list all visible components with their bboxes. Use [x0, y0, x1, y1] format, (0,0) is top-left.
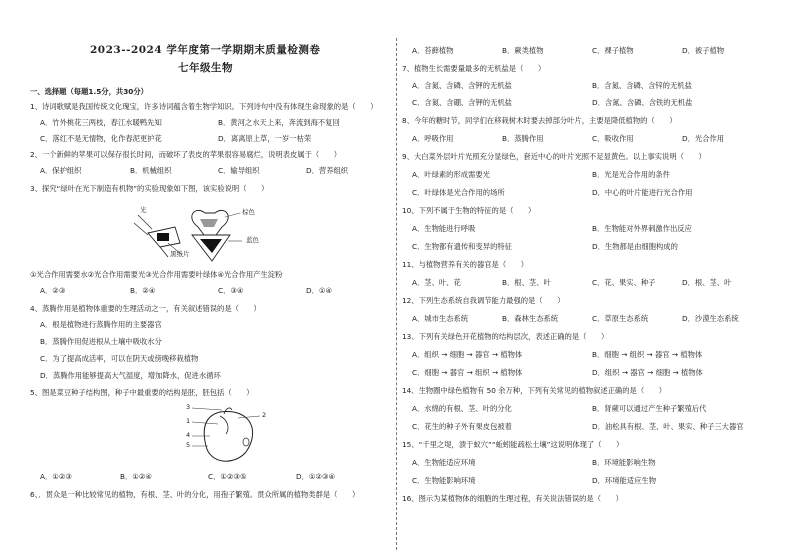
question-15-option-d[interactable]: D．环境能适应生物 — [592, 476, 656, 485]
question-12-stem: 12、下列生态系统自我调节能力最强的是（ ） — [402, 296, 565, 305]
question-12-option-a[interactable]: A．城市生态系统 — [412, 314, 469, 323]
right-column — [402, 0, 782, 550]
question-9-option-a[interactable]: A．叶绿素的形成需要光 — [412, 170, 490, 179]
question-5-option-b[interactable]: B．①②④ — [120, 472, 152, 481]
question-14-option-d[interactable]: D．油松具有根、茎、叶、果实、种子三大器官 — [592, 422, 744, 431]
question-15-option-c[interactable]: C．生物能影响环境 — [412, 476, 476, 485]
question-4-option-d[interactable]: D．蒸腾作用能够提高大气湿度，增加降水，促进水循环 — [40, 371, 221, 380]
question-14-option-c[interactable]: C．花生的种子外有果皮包被着 — [412, 422, 512, 431]
question-10-stem: 10、下列不属于生物的特征的是（ ） — [402, 206, 536, 215]
question-6-option-c[interactable]: C．裸子植物 — [592, 46, 634, 55]
question-8-option-d[interactable]: D．光合作用 — [682, 134, 725, 143]
leaf-experiment-figure — [130, 205, 280, 265]
question-2-option-d[interactable]: D．营养组织 — [306, 166, 349, 175]
question-2-option-b[interactable]: B．机械组织 — [130, 166, 172, 175]
question-4-option-b[interactable]: B．蒸腾作用促进根从土壤中吸收水分 — [40, 337, 162, 346]
question-14-option-b[interactable]: B．肾蕨可以通过产生种子繁殖后代 — [592, 404, 707, 413]
question-13-option-d[interactable]: D．组织 → 器官 → 细胞 → 植物体 — [592, 368, 703, 377]
figure-label-blue: 蓝色 — [246, 236, 259, 244]
bean-seed-figure — [180, 402, 280, 466]
figure-label-brown: 棕色 — [242, 208, 255, 216]
column-divider — [396, 38, 397, 550]
question-14-option-a[interactable]: A．水绵的有根、茎、叶的分化 — [412, 404, 512, 413]
question-1-option-a[interactable]: A．竹外桃花三两枝，春江水暖鸭先知 — [40, 118, 162, 127]
question-11-option-b[interactable]: B．根、茎、叶 — [502, 278, 551, 287]
seed-label-1: 1 — [186, 417, 191, 425]
seed-label-3: 3 — [186, 403, 191, 411]
question-1-stem: 1、诗词歌赋是我国传统文化瑰宝，许多诗词蕴含着生物学知识。下列诗句中没有体现生命现象的是（ ） — [30, 102, 378, 111]
left-column — [30, 0, 392, 550]
question-4-option-a[interactable]: A．根是植物进行蒸腾作用的主要器官 — [40, 320, 162, 329]
question-7-option-c[interactable]: C．含氮、含硼、含钾的无机盐 — [412, 98, 512, 107]
question-11-option-a[interactable]: A．茎、叶、花 — [412, 278, 461, 287]
question-1-option-d[interactable]: D．离离原上草，一岁一枯荣 — [218, 134, 312, 143]
question-3-statements: ①光合作用需要水②光合作用需要光③光合作用需要叶绿体④光合作用产生淀粉 — [30, 270, 283, 279]
question-11-stem: 11、与植物营养有关的器官是（ ） — [402, 260, 529, 269]
question-8-option-a[interactable]: A．呼吸作用 — [412, 134, 454, 143]
seed-label-4: 4 — [186, 431, 191, 439]
question-12-option-d[interactable]: D．沙漠生态系统 — [682, 314, 739, 323]
question-6-option-d[interactable]: D．被子植物 — [682, 46, 725, 55]
question-1-option-b[interactable]: B．黄河之水天上来，奔流到海不复回 — [218, 118, 340, 127]
question-6-option-a[interactable]: A．苔藓植物 — [412, 46, 454, 55]
question-12-option-b[interactable]: B．森林生态系统 — [502, 314, 559, 323]
question-4-stem: 4、蒸腾作用是植物体重要的生理活动之一，有关叙述错误的是（ ） — [30, 304, 261, 313]
exam-title: 2023--2024 学年度第一学期期末质量检测卷 — [90, 44, 321, 56]
question-7-option-b[interactable]: B．含氮、含磷、含锌的无机盐 — [592, 81, 692, 90]
seed-label-2: 2 — [262, 411, 267, 419]
question-8-option-c[interactable]: C．吸收作用 — [592, 134, 634, 143]
question-6-option-b[interactable]: B．蕨类植物 — [502, 46, 544, 55]
question-6-stem: 6、．贯众是一种比较常见的植物，有根、茎、叶的分化，用孢子繁殖。贯众所属的植物类群是（ ） — [30, 490, 360, 499]
question-5-option-a[interactable]: A．①②③ — [40, 472, 72, 481]
question-9-option-d[interactable]: D．中心的叶片能进行光合作用 — [592, 188, 693, 197]
question-1-option-c[interactable]: C．落红不是无情物，化作春泥更护花 — [40, 134, 162, 143]
question-5-stem: 5、图是菜豆种子结构图，种子中最重要的结构是胚，胚包括（ ） — [30, 388, 254, 397]
seed-label-5: 5 — [186, 441, 191, 449]
question-3-option-a[interactable]: A．②③ — [40, 286, 66, 295]
question-9-option-c[interactable]: C．叶绿体是光合作用的场所 — [412, 188, 505, 197]
question-10-option-d[interactable]: D．生物都是由细胞构成的 — [592, 242, 678, 251]
question-3-option-b[interactable]: B．②④ — [130, 286, 156, 295]
question-3-option-d[interactable]: D．①④ — [306, 286, 332, 295]
question-15-option-a[interactable]: A．生物能适应环境 — [412, 458, 476, 467]
question-9-stem: 9、大白菜外层叶片光照充分显绿色，套近中心的叶片光照不足显黄色。以上事实说明（ ） — [402, 152, 706, 161]
question-13-option-a[interactable]: A．组织 → 细胞 → 器官 → 植物体 — [412, 350, 523, 359]
question-14-stem: 14、生物圈中绿色植物有 50 余万种，下列有关常见的植物叙述正确的是（ ） — [402, 386, 667, 395]
question-5-option-d[interactable]: D．①②③④ — [296, 472, 336, 481]
question-11-option-c[interactable]: C．花、果实、种子 — [592, 278, 656, 287]
question-12-option-c[interactable]: C．草原生态系统 — [592, 314, 649, 323]
question-8-option-b[interactable]: B．蒸腾作用 — [502, 134, 544, 143]
figure-label-light: 光 — [140, 206, 147, 214]
question-3-stem: 3、探究“绿叶在光下制造有机物”的实验现象如下图，该实验说明（ ） — [30, 184, 269, 193]
question-9-option-b[interactable]: B．光是光合作用的条件 — [592, 170, 670, 179]
figure-label-paper: 黑纸片 — [170, 250, 190, 258]
question-16-stem: 16、图示为某植物体的细胞的生理过程，有关说法错误的是（ ） — [402, 494, 623, 503]
question-5-option-c[interactable]: C．①②③⑤ — [208, 472, 247, 481]
question-2-option-c[interactable]: C．输导组织 — [218, 166, 260, 175]
question-15-option-b[interactable]: B．环境能影响生物 — [592, 458, 656, 467]
question-3-option-c[interactable]: C．③④ — [218, 286, 244, 295]
question-10-option-c[interactable]: C．生物都有遗传和变异的特征 — [412, 242, 512, 251]
question-13-stem: 13、下列有关绿色开花植物的结构层次，表述正确的是（ ） — [402, 332, 609, 341]
question-10-option-b[interactable]: B．生物能对外界刺激作出反应 — [592, 224, 692, 233]
question-8-stem: 8、今年的糖时节，同学们在移栽树木时要去掉部分叶片，主要是降低植物的（ ） — [402, 116, 677, 125]
question-2-stem: 2、一个新鲜的苹果可以保存很长时间，而破坏了表皮的苹果很容易腐烂，说明表皮属于（ ） — [30, 150, 342, 159]
exam-subtitle: 七年级生物 — [178, 62, 233, 74]
question-7-option-a[interactable]: A．含氮、含磷、含钾的无机盐 — [412, 81, 512, 90]
question-10-option-a[interactable]: A．生物能进行呼吸 — [412, 224, 476, 233]
question-13-option-c[interactable]: C．细胞 → 器官 → 组织 → 植物体 — [412, 368, 523, 377]
question-4-option-c[interactable]: C．为了提高成活率，可以在阴天或傍晚移栽植物 — [40, 354, 199, 363]
question-15-stem: 15、“千里之堤，溃于蚁穴”“蚯蚓能疏松土壤”这说明体现了（ ） — [402, 440, 624, 449]
question-13-option-b[interactable]: B．细胞 → 组织 → 器官 → 植物体 — [592, 350, 703, 359]
section-heading: 一、选择题（每题1.5分，共30分） — [30, 87, 148, 96]
question-2-option-a[interactable]: A．保护组织 — [40, 166, 82, 175]
question-7-option-d[interactable]: D．含氮、含磷、含铁的无机盐 — [592, 98, 693, 107]
question-7-stem: 7、植物生长需要量最多的无机盐是（ ） — [402, 64, 546, 73]
question-11-option-d[interactable]: D．根、茎、叶 — [682, 278, 732, 287]
